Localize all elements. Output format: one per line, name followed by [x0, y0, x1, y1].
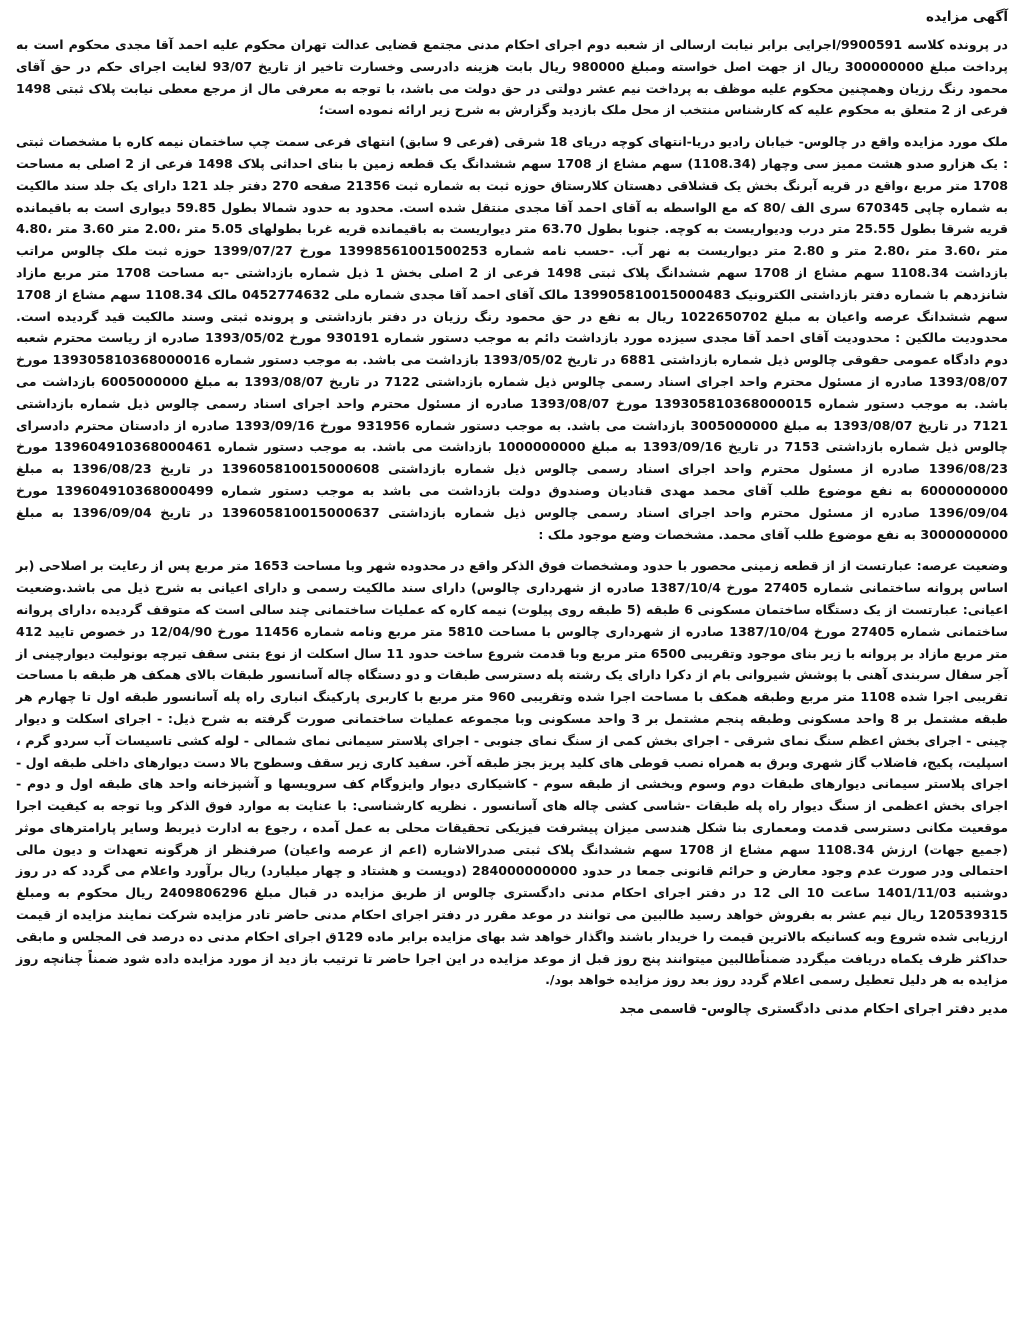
notice-paragraph-case: در پرونده کلاسه 9900591/اجرایی برابر نیابت ارسالی از شعبه دوم اجرای احکام مدنی مجتمع قضایی عدالت تهران محکوم علیه احمد آقا مجدی محکوم است به پرداخت مبلغ 300000000 ریال از جهت اصل خواسته ومبلغ 980000 ریال بابت هزینه دادرسی وخسارت تاخیر از تاریخ 93/07 لغایت اجرای حکم در حق آقای محمود رنگ رزیان وهمچنین محکوم علیه موظف به پرداخت نیم عشر دولتی در حق دولت می باشد، با توجه به معرفی مال از مرجع معطی نیابت پلاک ثبتی 1498 فرعی از 2 متعلق به محکوم علیه که کارشناس منتخب از محل ملک بازدید وگزارش به شرح زیر ارائه نموده است؛: [16, 37, 1009, 118]
notice-signature: مدیر دفتر اجرای احکام مدنی دادگستری چالوس- قاسمی مجد: [619, 1002, 1008, 1018]
notice-title: آگهی مزایده: [926, 9, 1008, 25]
notice-paragraph-condition: وضعیت عرصه: عبارتست از از قطعه زمینی محصور با حدود ومشخصات فوق الذکر واقع در محدوده شهر وبا مساحت 1653 متر مربع پس از رعایت بر اصلاحی (بر اساس پروانه ساختمانی شماره 27405 مورخ 1387/10/4 صادره از شهرداری چالوس) دارای سند مالکیت رسمی و دارای اعیانی به شرح ذیل می باشد.وضعیت اعیانی: عبارتست از یک دستگاه ساختمان مسکونی 6 طبقه (5 طبقه روی پیلوت) نیمه کاره که عملیات ساختمانی چند سالی است که متوقف گردیده ،دارای پروانه ساختمانی شماره 27405 مورخ 1387/10/04 صادره از شهرداری چالوس با مساحت 5810 متر مربع ونامه شماره 11456 مورخ 12/04/90 در خصوص تایید 412 متر مربع مازاد بر پروانه با زیر بنای موجود وتقریبی 6500 متر مربع وبا قدمت شروع ساخت حدود 11 سال اسکلت از نوع بتنی سقف تیرچه بونولیت دیوارچینی از آجر سفال سربندی آهنی با پوشش شیروانی بام از دکرا دارای یک رشته پله دسترسی طبقات و دو دستگاه چاله آسانسور طبقات بالای همکف هر طبقه با مساحت تقریبی اجرا شده 1108 متر مربع وطبقه همکف با مساحت اجرا شده وتقریبی 960 متر مربع با کاربری پارکینگ انباری راه پله آسانسور طبقه اول تا چهارم هر طبقه مشتمل بر 8 واحد مسکونی وطبقه پنجم مشتمل بر 3 واحد مسکونی وبا مجموعه عملیات ساختمانی صورت گرفته به شرح ذیل: - اجرای اسکلت و دیوار چینی - اجرای بخش اعظم سنگ نمای شرقی - اجرای بخش کمی از سنگ نمای جنوبی - اجرای پلاستر سیمانی نمای شمالی - لوله کشی تاسیسات آب سردو گرم ، اسپلیت، پکیج، فاضلاب گاز شهری وبرق به همراه نصب قوطی های کلید پریز بجز طبقه آخر. سفید کاری زیر سقف وسطوح بالا دست دیوارهای داخلی طبقه اول - اجرای پلاستر سیمانی دیوارهای طبقات دوم وسوم وبخشی از طبقه سوم - کاشیکاری دیوار وایزوگام کف سرویسها و آشپزخانه واحد های طبقه اول و دوم - اجرای بخش اعظمی از سنگ دیوار راه پله طبقات -شاسی کشی چاله های آسانسور . نظریه کارشناسی: با عنایت به موارد فوق الذکر وبا توجه به کیفیت اجرا موقعیت مکانی دسترسی قدمت ومعماری بنا شکل هندسی میزان پیشرفت فیزیکی تحقیقات محلی به عمل آمده ، رجوع به ادارت ذیربط وسایر پارامترهای موثر (جمیع جهات) ارزش 1108.34 سهم مشاع از 1708 سهم ششدانگ پلاک ثبتی صدرالاشاره (اعم از عرصه واعیان) صرفنظر از هرگونه تعهدات و دیون مالی احتمالی ودر صورت عدم وجود معارض و حرائم قانونی جمعا در حدود 284000000000 (دویست و هشتاد و چهار میلیارد) ریال برآورد واعلام می گردد که در روز دوشنبه 1401/11/03 ساعت 10 الی 12 در دفتر اجرای احکام مدنی دادگستری چالوس از طریق مزایده در قبال مبلغ 2409806296 ریال محکوم به ومبلغ 120539315 ریال نیم عشر به بفروش خواهد رسید طالبین می توانند در موعد مقرر در دفتر اجرای احکام مدنی حاضر تادر مزایده شرکت نمایند مزایده از قیمت ارزیابی شده شروع وبه کسانیکه بالاترین قیمت را خریدار باشند واگذار خواهد شد بهای مزایده برابر ماده 129ق اجرای احکام مدنی ده درصد فی المجلس و مابقی حداکثر ظرف یکماه دریافت میگردد ضمناًطالبین میتوانند پنج روز قبل از موعد مزایده در این اجرا حاضر تا ترتیب باز دید از مورد مزایده داده شود ضمناً چنانچه روز مزایده به هر دلیل تعطیل رسمی اعلام گردد روز بعد روز مزایده خواهد بود/.: [16, 558, 1008, 988]
notice-body: [16, 34, 1008, 991]
notice-paragraph-property: ملک مورد مزایده واقع در چالوس- خیابان رادیو دریا-انتهای کوچه دریای 18 شرقی (فرعی 9 سابق) انتهای فرعی سمت چپ ساختمان نیمه کاره با مشخصات ثبتی : یک هزارو صدو هشت ممیز سی وچهار (1108.34) سهم مشاع از 1708 سهم ششدانگ یک قطعه زمین با بنای احداثی پلاک 1498 فرعی از 2 اصلی به مساحت 1708 متر مربع ،واقع در قریه آبرنگ بخش یک قشلاقی دهستان کلارستاق حوزه ثبت به شماره ثبت 21356 صفحه 270 دفتر جلد 121 دارای یک جلد سند مالکیت به شماره چاپی 670345 سری الف /80 که مع الواسطه به آقای احمد آقا مجدی منتقل شده است. محدود به حدود شمالا بطول 59.85 دیواری است به باقیمانده قریه شرقا بطول 25.55 متر درب ودیواریست به کوچه. جنوبا بطول 63.70 متر دیواریست به باقیمانده قریه غربا بطولهای 5.05 متر ،2.00 متر 3.60 متر ،4.80 متر ،3.60 متر ،2.80 متر و 2.80 متر دیواریست به نهر آب. -حسب نامه شماره 13998561001500253 مورخ 1399/07/27 حوزه ثبت ملک چالوس مراتب بازداشت 1108.34 سهم مشاع از 1708 سهم ششدانگ پلاک ثبتی 1498 فرعی از 2 اصلی بخش 1 ذیل شماره بازداشتی -به مساحت 1708 متر مربع مازاد شانزدهم با شماره دفتر بازداشتی الکترونیک 139905810015000483 مالک آقای احمد آقا مجدی شماره ملی 0452774632 مالک 1108.34 سهم مشاع از 1708 سهم ششدانگ عرصه واعیان به مبلغ 1022650702 ریال به نفع در حق محمود رنگ رزیان در دفتر بازداشتی و پرونده ثبتی وسند مالکیت قید گردیده است. محدودیت مالکین : محدودیت آقای احمد آقا مجدی سیزده مورد بازداشت دائم به موجب دستور شماره 930191 مورخ 1393/05/02 صادره از ریاست محترم شعبه دوم دادگاه عمومی حقوقی چالوس ذیل شماره بازداشتی 6881 در تاریخ 1393/05/02 بازداشت می باشد. به موجب دستور شماره 139305810368000016 مورخ 1393/08/07 صادره از مسئول محترم واحد اجرای اسناد رسمی چالوس ذیل شماره بازداشتی 7122 در تاریخ 1393/08/07 به مبلغ 6005000000 بازداشت می باشد. به موجب دستور شماره 139305810368000015 مورخ 1393/08/07 صادره از مسئول محترم واحد اجرای اسناد رسمی چالوس ذیل شماره بازداشتی 7121 در تاریخ 1393/08/07 به مبلغ 3005000000 بازداشت می باشد. به موجب دستور شماره 931956 مورخ 1393/09/16 صادره از دادستان محترم دادسرای چالوس ذیل شماره بازداشتی 7153 در تاریخ 1393/09/16 به مبلغ 1000000000 بازداشت می باشد. به موجب دستور شماره 139604910368000461 مورخ 1396/08/23 صادره از مسئول محترم واحد اجرای اسناد رسمی چالوس ذیل شماره بازداشتی 139605810015000608 در تاریخ 1396/08/23 به مبلغ 6000000000 به نفع موضوع طلب آقای محمد مهدی قنادیان وصندوق دولت بازداشت می باشد به موجب دستور شماره 139604910368000499 مورخ 1396/09/04 صادره از مسئول محترم واحد اجرای اسناد رسمی چالوس ذیل شماره بازداشتی 139605810015000637 در تاریخ 1396/09/04 به مبلغ 3000000000 به نفع موضوع طلب آقای محمد. مشخصات وضع موجود ملک :: [16, 134, 1009, 542]
